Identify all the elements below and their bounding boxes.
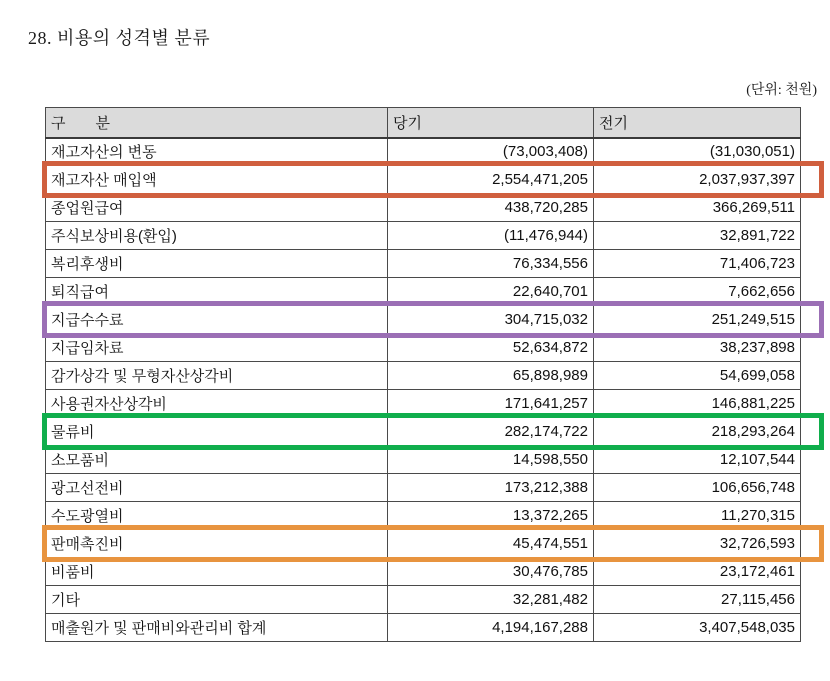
row-prior-value: 251,249,515	[594, 306, 801, 334]
row-prior-value: 2,037,937,397	[594, 166, 801, 194]
row-label: 판매촉진비	[46, 530, 388, 558]
header-category: 구 분	[46, 108, 388, 138]
table-row	[46, 586, 801, 614]
row-label: 지급임차료	[46, 334, 388, 362]
table-row	[46, 334, 801, 362]
row-label: 종업원급여	[46, 194, 388, 222]
row-current-value: 2,554,471,205	[388, 166, 594, 194]
row-label: 퇴직급여	[46, 278, 388, 306]
row-current-value: 76,334,556	[388, 250, 594, 278]
row-prior-value: 38,237,898	[594, 334, 801, 362]
row-current-value: (11,476,944)	[388, 222, 594, 250]
table-row	[46, 222, 801, 250]
table-header-row	[46, 108, 801, 138]
table-row	[46, 446, 801, 474]
row-label: 물류비	[46, 418, 388, 446]
table-row	[46, 250, 801, 278]
table-row	[46, 614, 801, 642]
row-label: 주식보상비용(환입)	[46, 222, 388, 250]
table-row	[46, 166, 801, 194]
row-prior-value: 27,115,456	[594, 586, 801, 614]
row-current-value: 438,720,285	[388, 194, 594, 222]
table-row	[46, 362, 801, 390]
row-prior-value: 218,293,264	[594, 418, 801, 446]
page-title: 28. 비용의 성격별 분류	[28, 28, 211, 48]
table-row	[46, 138, 801, 166]
row-prior-value: 71,406,723	[594, 250, 801, 278]
row-prior-value: 7,662,656	[594, 278, 801, 306]
row-prior-value: 23,172,461	[594, 558, 801, 586]
row-current-value: 32,281,482	[388, 586, 594, 614]
row-current-value: 22,640,701	[388, 278, 594, 306]
table-row	[46, 502, 801, 530]
row-label: 재고자산 매입액	[46, 166, 388, 194]
row-current-value: 13,372,265	[388, 502, 594, 530]
row-current-value: (73,003,408)	[388, 138, 594, 166]
row-current-value: 30,476,785	[388, 558, 594, 586]
row-current-value: 65,898,989	[388, 362, 594, 390]
row-current-value: 52,634,872	[388, 334, 594, 362]
expense-table	[45, 107, 801, 642]
row-prior-value: 12,107,544	[594, 446, 801, 474]
header-prior-period: 전기	[594, 108, 801, 138]
table-row	[46, 194, 801, 222]
row-current-value: 282,174,722	[388, 418, 594, 446]
row-prior-value: 11,270,315	[594, 502, 801, 530]
row-current-value: 45,474,551	[388, 530, 594, 558]
row-label: 광고선전비	[46, 474, 388, 502]
table-row	[46, 390, 801, 418]
table-row	[46, 558, 801, 586]
table-row	[46, 474, 801, 502]
row-prior-value: 106,656,748	[594, 474, 801, 502]
row-label: 기타	[46, 586, 388, 614]
table-row	[46, 418, 801, 446]
row-current-value: 4,194,167,288	[388, 614, 594, 642]
row-label: 소모품비	[46, 446, 388, 474]
row-prior-value: 54,699,058	[594, 362, 801, 390]
row-current-value: 304,715,032	[388, 306, 594, 334]
row-prior-value: 32,891,722	[594, 222, 801, 250]
row-label: 복리후생비	[46, 250, 388, 278]
row-label: 사용권자산상각비	[46, 390, 388, 418]
row-prior-value: 146,881,225	[594, 390, 801, 418]
row-label: 지급수수료	[46, 306, 388, 334]
header-current-period: 당기	[388, 108, 594, 138]
row-label: 수도광열비	[46, 502, 388, 530]
row-label: 매출원가 및 판매비와관리비 합계	[46, 614, 388, 642]
row-current-value: 14,598,550	[388, 446, 594, 474]
unit-note: (단위: 천원)	[746, 83, 817, 98]
row-current-value: 171,641,257	[388, 390, 594, 418]
row-current-value: 173,212,388	[388, 474, 594, 502]
table-row	[46, 278, 801, 306]
row-prior-value: 3,407,548,035	[594, 614, 801, 642]
row-label: 감가상각 및 무형자산상각비	[46, 362, 388, 390]
table-row	[46, 306, 801, 334]
row-label: 재고자산의 변동	[46, 138, 388, 166]
row-prior-value: 366,269,511	[594, 194, 801, 222]
row-label: 비품비	[46, 558, 388, 586]
row-prior-value: 32,726,593	[594, 530, 801, 558]
row-prior-value: (31,030,051)	[594, 138, 801, 166]
table-row	[46, 530, 801, 558]
